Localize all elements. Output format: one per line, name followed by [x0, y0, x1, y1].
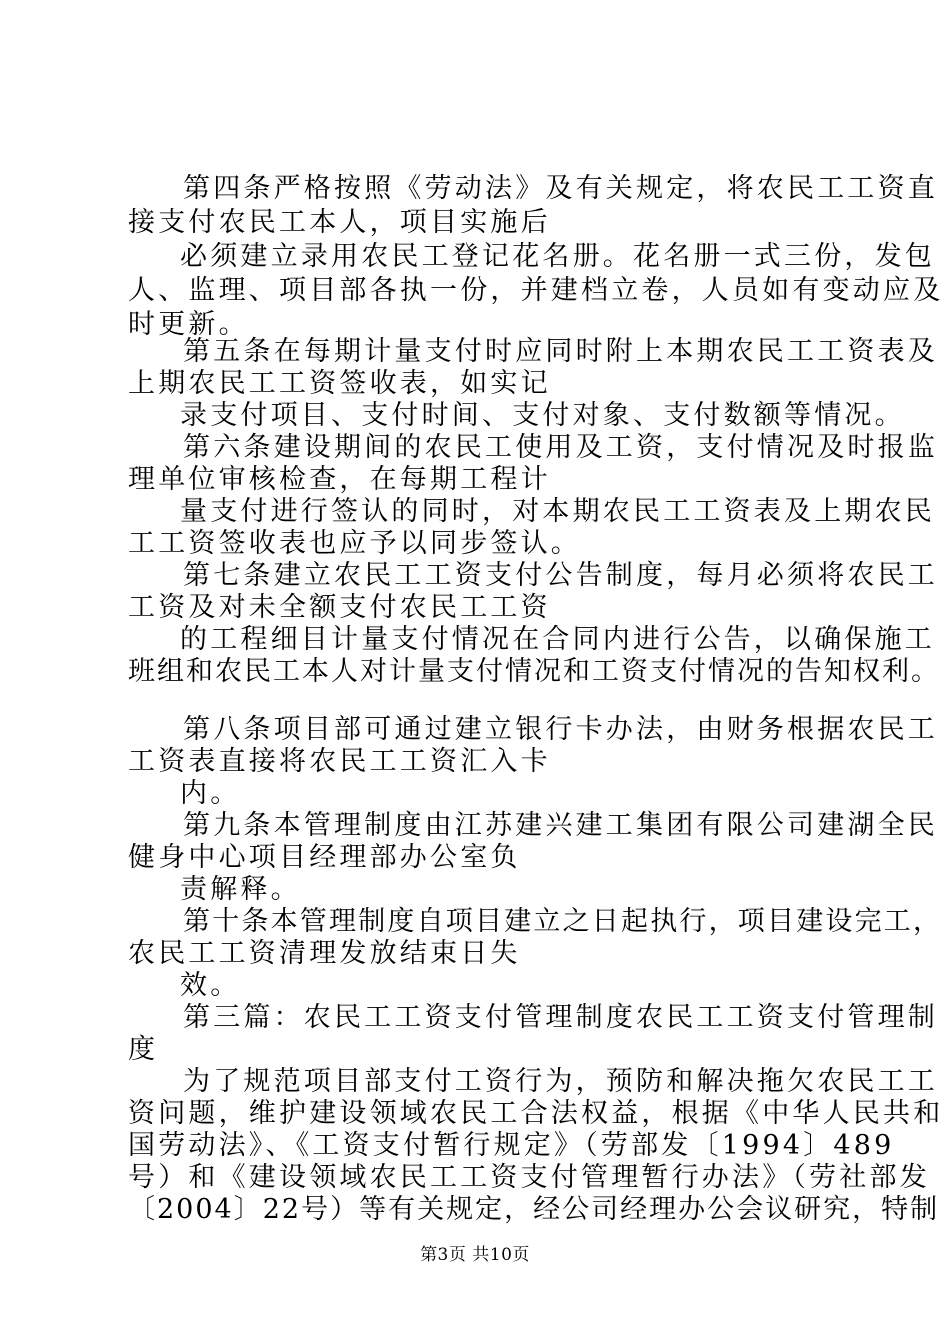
text-line: 第五条在每期计量支付时应同时附上本期农民工工资表及 — [183, 336, 938, 367]
text-line: 量支付进行签认的同时，对本期农民工工资表及上期农民 — [180, 496, 935, 527]
text-line: 为了规范项目部支付工资行为，预防和解决拖欠农民工工 — [183, 1066, 938, 1097]
text-line: 号）和《建设领域农民工工资支付管理暂行办法》（劳社部发 — [128, 1162, 930, 1193]
text-line: 理单位审核检查，在每期工程计 — [128, 464, 551, 495]
text-line: 工工资签收表也应予以同步签认。 — [128, 528, 581, 559]
text-line: 第六条建设期间的农民工使用及工资，支付情况及时报监 — [183, 432, 938, 463]
text-line: 时更新。 — [128, 309, 249, 340]
text-line: 健身中心项目经理部办公室负 — [128, 842, 521, 873]
text-line: 第十条本管理制度自项目建立之日起执行，项目建设完工， — [183, 906, 943, 937]
text-line: 第七条建立农民工工资支付公告制度，每月必须将农民工 — [183, 560, 938, 591]
text-line: 接支付农民工本人，项目实施后 — [128, 207, 551, 238]
text-line: 〔2004〕22号）等有关规定，经公司经理办公会议研究，特制 — [128, 1194, 940, 1225]
text-line: 工资及对未全额支付农民工工资 — [128, 592, 551, 623]
text-line: 内。 — [180, 778, 241, 809]
text-line: 第三篇：农民工工资支付管理制度农民工工资支付管理制 — [183, 1002, 938, 1033]
text-line: 人、监理、项目部各执一份，并建档立卷，人员如有变动应及 — [128, 275, 944, 306]
text-line: 资问题，维护建设领域农民工合法权益，根据《中华人民共和 — [128, 1098, 944, 1129]
text-line: 录支付项目、支付时间、支付对象、支付数额等情况。 — [180, 400, 905, 431]
text-line: 效。 — [180, 970, 241, 1001]
page-footer: 第3页 共10页 — [420, 1245, 530, 1265]
text-line: 国劳动法》、《工资支付暂行规定》（劳部发〔1994〕489 — [128, 1130, 895, 1161]
text-line: 度 — [128, 1034, 159, 1065]
text-line: 的工程细目计量支付情况在合同内进行公告，以确保施工 — [180, 624, 935, 655]
text-line: 上期农民工工资签收表，如实记 — [128, 368, 551, 399]
text-line: 班组和农民工本人对计量支付情况和工资支付情况的告知权利。 — [128, 656, 940, 687]
text-line: 农民工工资清理发放结束日失 — [128, 938, 521, 969]
text-line: 第四条严格按照《劳动法》及有关规定，将农民工工资直 — [183, 173, 938, 204]
text-line: 第八条项目部可通过建立银行卡办法，由财务根据农民工 — [183, 714, 938, 745]
text-line: 责解释。 — [180, 874, 301, 905]
text-line: 工资表直接将农民工工资汇入卡 — [128, 746, 551, 777]
text-line: 必须建立录用农民工登记花名册。花名册一式三份，发包 — [180, 241, 935, 272]
text-line: 第九条本管理制度由江苏建兴建工集团有限公司建湖全民 — [183, 810, 938, 841]
